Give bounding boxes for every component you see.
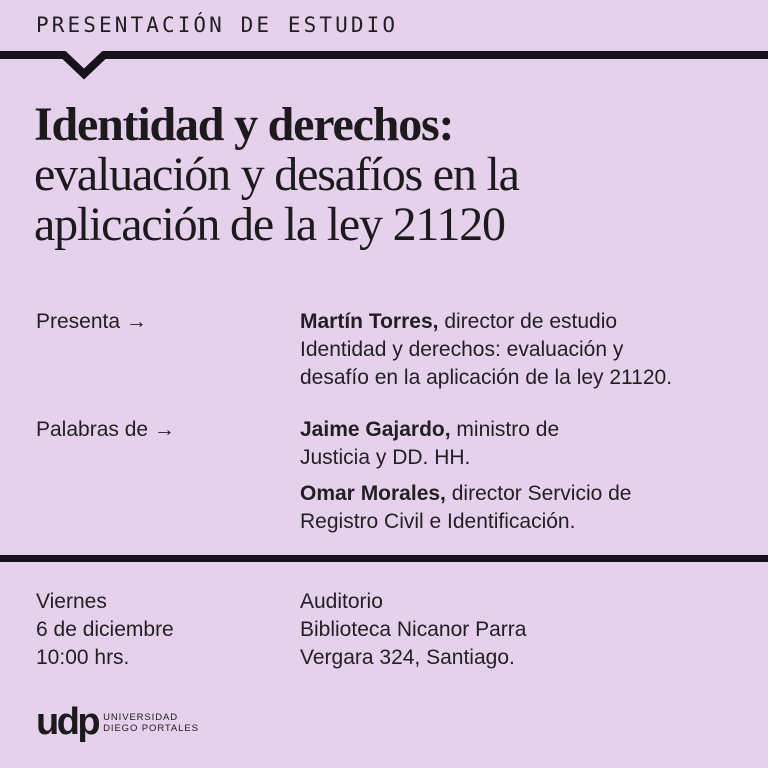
- title-line-1: Identidad y derechos:: [34, 98, 454, 151]
- bottom-divider-rule: [0, 555, 768, 562]
- palabras-label: Palabras de →: [36, 418, 175, 441]
- kicker-label: PRESENTACIÓN DE ESTUDIO: [36, 13, 399, 37]
- presenta-label: Presenta →: [36, 310, 147, 333]
- event-address: Vergara 324, Santiago.: [300, 646, 515, 669]
- event-day: Viernes: [36, 590, 107, 613]
- event-datetime: [36, 588, 174, 672]
- speaker-line: Justicia y DD. HH.: [300, 446, 471, 469]
- speaker-line: Registro Civil e Identificación.: [300, 510, 576, 533]
- udp-logo: [36, 700, 199, 744]
- udp-org-line-2: DIEGO PORTALES: [103, 722, 199, 734]
- top-rule-with-chevron-icon: [0, 47, 768, 83]
- speaker-name: Martín Torres,: [300, 310, 439, 333]
- speaker-name: Omar Morales,: [300, 482, 446, 505]
- speaker-role: director de estudio: [444, 310, 618, 333]
- udp-logotype: udp: [36, 701, 99, 743]
- speaker-line: [300, 416, 740, 444]
- speaker-line: desafío en la aplicación de la ley 21120.: [300, 366, 673, 389]
- event-time: 10:00 hrs.: [36, 646, 130, 669]
- event-venue: Auditorio: [300, 590, 383, 613]
- udp-org-line-1: UNIVERSIDAD: [103, 711, 178, 723]
- speaker-line: Identidad y derechos: evaluación y: [300, 338, 624, 361]
- event-location: [300, 588, 526, 672]
- palabras-content: [300, 416, 740, 536]
- presenta-content: [300, 308, 740, 392]
- speaker-line: [300, 480, 740, 508]
- speaker-name: Jaime Gajardo,: [300, 418, 451, 441]
- speaker-role: ministro de: [456, 418, 560, 441]
- speaker-line: [300, 308, 740, 336]
- speaker-role: director Servicio de: [451, 482, 632, 505]
- speaker-jaime-gajardo: [300, 416, 740, 472]
- event-date: 6 de diciembre: [36, 618, 174, 641]
- title-line-3: aplicación de la ley 21120: [34, 198, 505, 251]
- title-line-2: evaluación y desafíos en la: [34, 148, 519, 201]
- speaker-omar-morales: [300, 480, 740, 536]
- event-building: Biblioteca Nicanor Parra: [300, 618, 527, 641]
- event-title: [34, 100, 519, 250]
- udp-org-name: [103, 712, 199, 734]
- speaker-martin-torres: [300, 308, 740, 392]
